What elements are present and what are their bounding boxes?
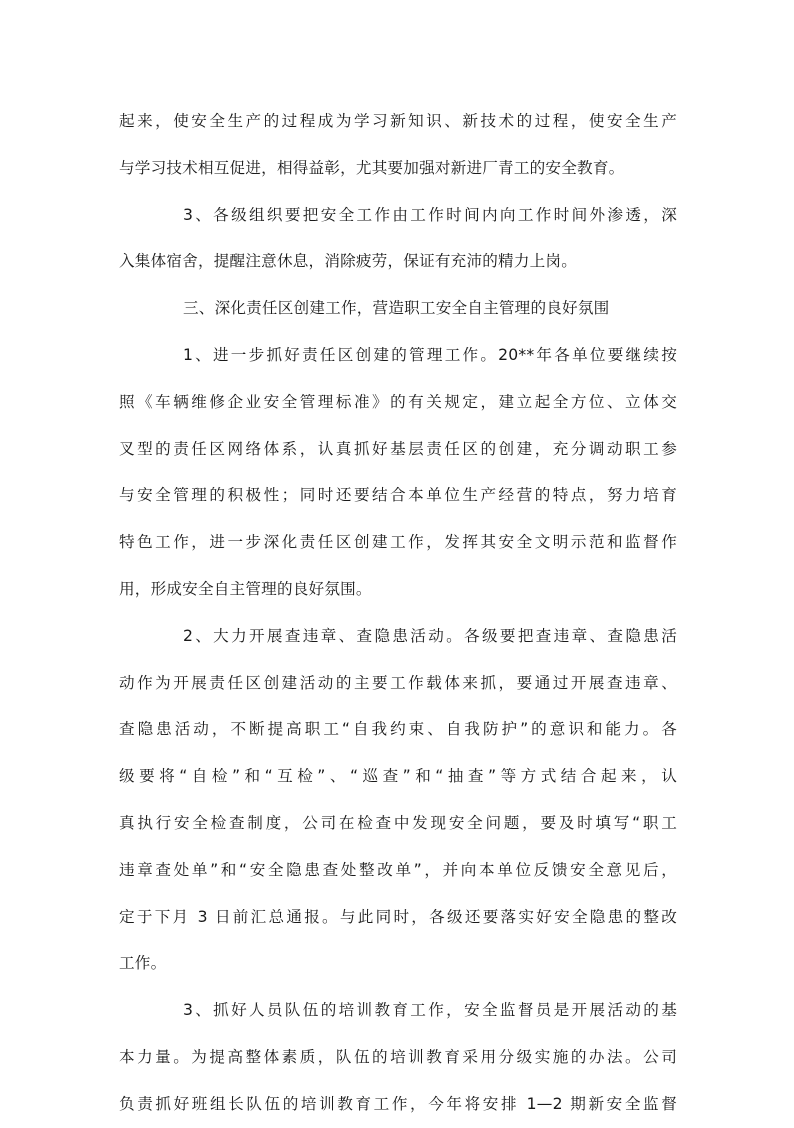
text-line: 工作。 <box>119 954 167 973</box>
text-line: 起来，使安全生产的过程成为学习新知识、新技术的过程，使安全生产 <box>119 112 677 130</box>
text-line: 用，形成安全自主管理的良好氛围。 <box>119 579 372 598</box>
text-line: 与学习技术相互促进，相得益彰，尤其要加强对新进厂青工的安全教育。 <box>119 158 625 177</box>
text-line: 本力量。为提高整体素质，队伍的培训教育采用分级实施的办法。公司 <box>119 1047 677 1066</box>
text-line: 真执行安全检查制度，公司在检查中发现安全问题，要及时填写“职工 <box>119 813 677 832</box>
text-line: 3、各级组织要把安全工作由工作时间内向工作时间外渗透，深 <box>183 205 677 224</box>
text-line: 叉型的责任区网络体系，认真抓好基层责任区的创建，充分调动职工参 <box>119 439 677 458</box>
text-line: 级要将“自检”和“互检”、“巡查”和“抽查”等方式结合起来，认 <box>119 767 677 786</box>
text-line: 特色工作，进一步深化责任区创建工作，发挥其安全文明示范和监督作 <box>119 533 677 552</box>
text-line: 入集体宿舍，提醒注意休息，消除疲劳，保证有充沛的精力上岗。 <box>119 252 578 271</box>
text-line: 3、抓好人员队伍的培训教育工作，安全监督员是开展活动的基 <box>183 1001 677 1020</box>
text-line: 1、进一步抓好责任区创建的管理工作。20**年各单位要继续按 <box>183 345 677 364</box>
text-line: 2、大力开展查违章、查隐患活动。各级要把查违章、查隐患活 <box>183 626 677 645</box>
text-line: 负责抓好班组长队伍的培训教育工作，今年将安排 1—2 期新安全监督 <box>119 1094 677 1113</box>
text-line: 动作为开展责任区创建活动的主要工作载体来抓，要通过开展查违章、 <box>119 673 677 692</box>
body-text <box>119 98 677 1128</box>
text-line: 定于下月 3 日前汇总通报。与此同时，各级还要落实好安全隐患的整改 <box>119 907 677 926</box>
section-heading: 三、深化责任区创建工作，营造职工安全自主管理的良好氛围 <box>183 299 610 318</box>
text-line: 照《车辆维修企业安全管理标准》的有关规定，建立起全方位、立体交 <box>119 392 677 411</box>
text-line: 查隐患活动，不断提高职工“自我约束、自我防护”的意识和能力。各 <box>119 720 677 739</box>
text-line: 与安全管理的积极性；同时还要结合本单位生产经营的特点，努力培育 <box>119 486 677 505</box>
text-line: 违章查处单”和“安全隐患查处整改单”，并向本单位反馈安全意见后， <box>119 860 677 879</box>
